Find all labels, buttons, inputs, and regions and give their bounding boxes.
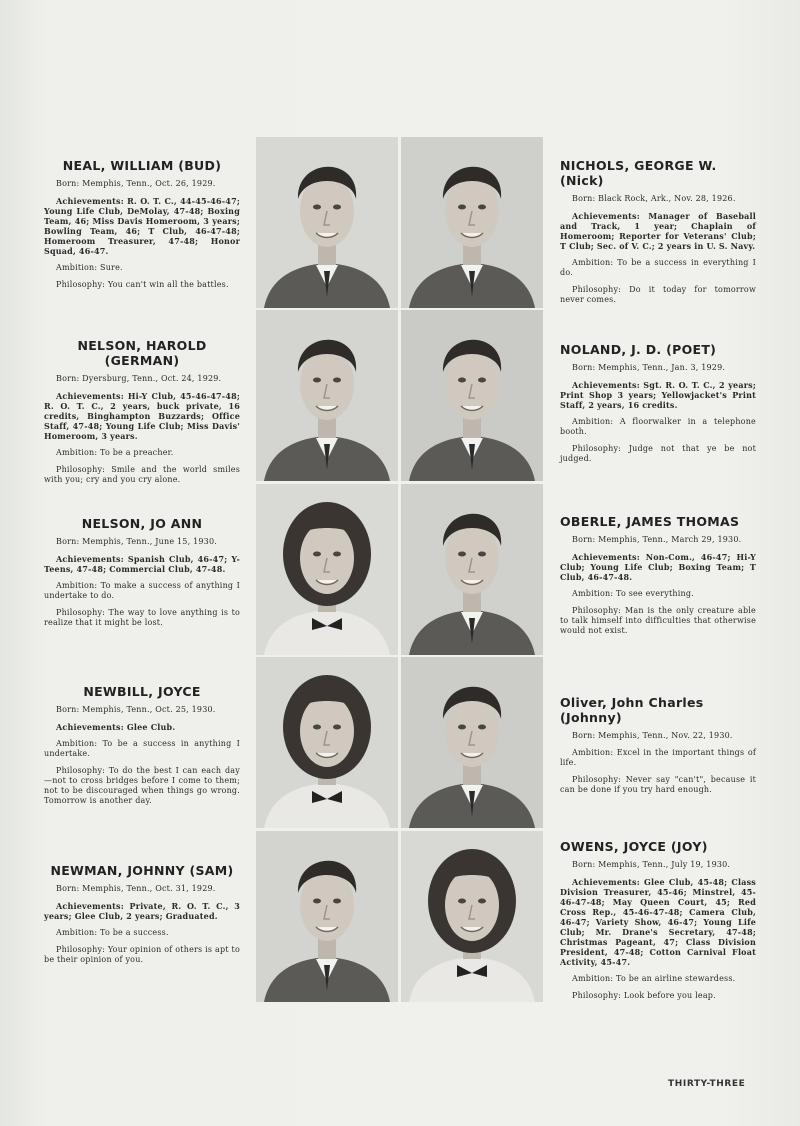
ambition: Ambition: To be a success. — [56, 928, 169, 937]
senior-entry — [44, 338, 240, 492]
philosophy: Philosophy: Smile and the world smiles with you; cry and you cry alone. — [44, 465, 240, 484]
senior-entry — [560, 158, 756, 312]
ambition: Ambition: A floorwalker in a telephone booth. — [560, 417, 756, 436]
senior-entry — [44, 684, 240, 813]
student-name: NELSON, JO ANN — [81, 516, 203, 531]
senior-entry — [44, 158, 240, 297]
birth-info: Born: Dyersburg, Tenn., Oct. 24, 1929. — [56, 374, 222, 383]
birth-info: Born: Memphis, Tenn., Jan. 3, 1929. — [572, 363, 726, 372]
portrait-nelson-jo-ann — [256, 484, 398, 655]
birth-info: Born: Memphis, Tenn., Nov. 22, 1930. — [572, 731, 733, 740]
birth-info: Born: Memphis, Tenn., June 15, 1930. — [56, 537, 217, 546]
student-name: NEWBILL, JOYCE — [83, 684, 201, 699]
achievements: Achievements: Manager of Baseball and Track, 1 year; Chaplain of Homeroom; Reporter for Veterans' Club; T Club; Sec. of V. C.; 2 years in U. S. Navy. — [560, 211, 756, 251]
ambition: Ambition: To be a success in anything I undertake. — [44, 739, 240, 758]
senior-entry — [560, 514, 756, 643]
ambition: Ambition: To make a success of anything I undertake to do. — [44, 581, 240, 600]
portrait-newman — [256, 831, 398, 1002]
ambition: Ambition: To see everything. — [572, 589, 694, 598]
birth-info: Born: Memphis, Tenn., March 29, 1930. — [572, 535, 742, 544]
student-name: NEWMAN, JOHNNY (SAM) — [50, 863, 234, 878]
achievements: Achievements: Private, R. O. T. C., 3 years; Glee Club, 2 years; Graduated. — [44, 901, 240, 921]
achievements: Achievements: Sgt. R. O. T. C., 2 years; Print Shop 3 years; Yellowjacket's Print Staff, 2 years, 16 credits. — [560, 380, 756, 410]
philosophy: Philosophy: Your opinion of others is apt to be their opinion of you. — [44, 945, 240, 964]
achievements: Achievements: Spanish Club, 46-47; Y-Teens, 47-48; Commercial Club, 47-48. — [44, 554, 240, 574]
birth-info: Born: Memphis, Tenn., Oct. 31, 1929. — [56, 884, 216, 893]
portrait-oberle — [401, 484, 543, 655]
achievements: Achievements: R. O. T. C., 44-45-46-47; Young Life Club, DeMolay, 47-48; Boxing Team, 46; Miss Davis Homeroom, 3 years; Bowling Team, 46; T Club, 46-47-48; Homeroom Treasurer, 47-48; Honor Squad, 46-47. — [44, 196, 240, 256]
portrait-nelson-harold — [256, 310, 398, 481]
philosophy: Philosophy: You can't win all the battles. — [56, 280, 229, 289]
ambition: Ambition: Excel in the important things of life. — [560, 748, 756, 767]
birth-info: Born: Black Rock, Ark., Nov. 28, 1926. — [572, 194, 736, 203]
senior-entry — [44, 516, 240, 635]
portrait-owens — [401, 831, 543, 1002]
student-name: Oliver, John Charles (Johnny) — [560, 695, 704, 725]
portrait-noland — [401, 310, 543, 481]
birth-info: Born: Memphis, Tenn., Oct. 25, 1930. — [56, 705, 216, 714]
portrait-oliver — [401, 657, 543, 828]
student-name: OWENS, JOYCE (JOY) — [560, 839, 708, 854]
senior-entry — [44, 863, 240, 972]
birth-info: Born: Memphis, Tenn., July 19, 1930. — [572, 860, 731, 869]
student-name: NOLAND, J. D. (POET) — [560, 342, 717, 357]
senior-entry — [560, 839, 756, 1008]
ambition: Ambition: Sure. — [56, 263, 123, 272]
page-number: THIRTY-THREE — [668, 1079, 746, 1089]
senior-entry — [560, 342, 756, 471]
philosophy: Philosophy: To do the best I can each day—not to cross bridges before I come to them; not to be discouraged when things go wrong. Tomorrow is another day. — [44, 766, 240, 805]
student-name: NEAL, WILLIAM (BUD) — [62, 158, 222, 173]
philosophy: Philosophy: Look before you leap. — [572, 991, 716, 1000]
achievements: Achievements: Glee Club. — [56, 722, 176, 732]
philosophy: Philosophy: Never say "can't", because it can be done if you try hard enough. — [560, 775, 756, 794]
student-name: NELSON, HAROLD (GERMAN) — [77, 338, 207, 368]
achievements: Achievements: Hi-Y Club, 45-46-47-48; R. O. T. C., 2 years, buck private, 16 credits, Binghampton Buzzards; Office Staff, 47-48; Young Life Club; Miss Davis' Homeroom, 3 years. — [44, 391, 240, 441]
ambition: Ambition: To be a preacher. — [56, 448, 174, 457]
philosophy: Philosophy: Judge not that ye be not judged. — [560, 444, 756, 463]
portrait-newbill — [256, 657, 398, 828]
achievements: Achievements: Non-Com., 46-47; Hi-Y Club; Young Life Club; Boxing Team; T Club, 46-47-48. — [560, 552, 756, 582]
achievements: Achievements: Glee Club, 45-48; Class Division Treasurer, 45-46; Minstrel, 45-46-47-48; May Queen Court, 45; Red Cross Rep., 45-46-47-48; Camera Club, 46-47; Variety Show, 46-47; Young Life Club; Mr. Drane's Secretary, 47-48; Christmas Pageant, 47; Class Division President, 47-48; Cotton Carnival Float Activity, 45-47. — [560, 877, 756, 967]
philosophy: Philosophy: The way to love anything is to realize that it might be lost. — [44, 608, 240, 627]
ambition: Ambition: To be an airline stewardess. — [572, 974, 736, 983]
portrait-nichols — [401, 137, 543, 308]
portrait-neal — [256, 137, 398, 308]
philosophy: Philosophy: Do it today for tomorrow never comes. — [560, 285, 756, 304]
philosophy: Philosophy: Man is the only creature able to talk himself into difficulties that otherwise would not exist. — [560, 606, 756, 635]
ambition: Ambition: To be a success in everything I do. — [560, 258, 756, 277]
senior-entry — [560, 695, 756, 802]
birth-info: Born: Memphis, Tenn., Oct. 26, 1929. — [56, 179, 216, 188]
student-name: NICHOLS, GEORGE W. (Nick) — [560, 158, 717, 188]
student-name: OBERLE, JAMES THOMAS — [560, 514, 740, 529]
